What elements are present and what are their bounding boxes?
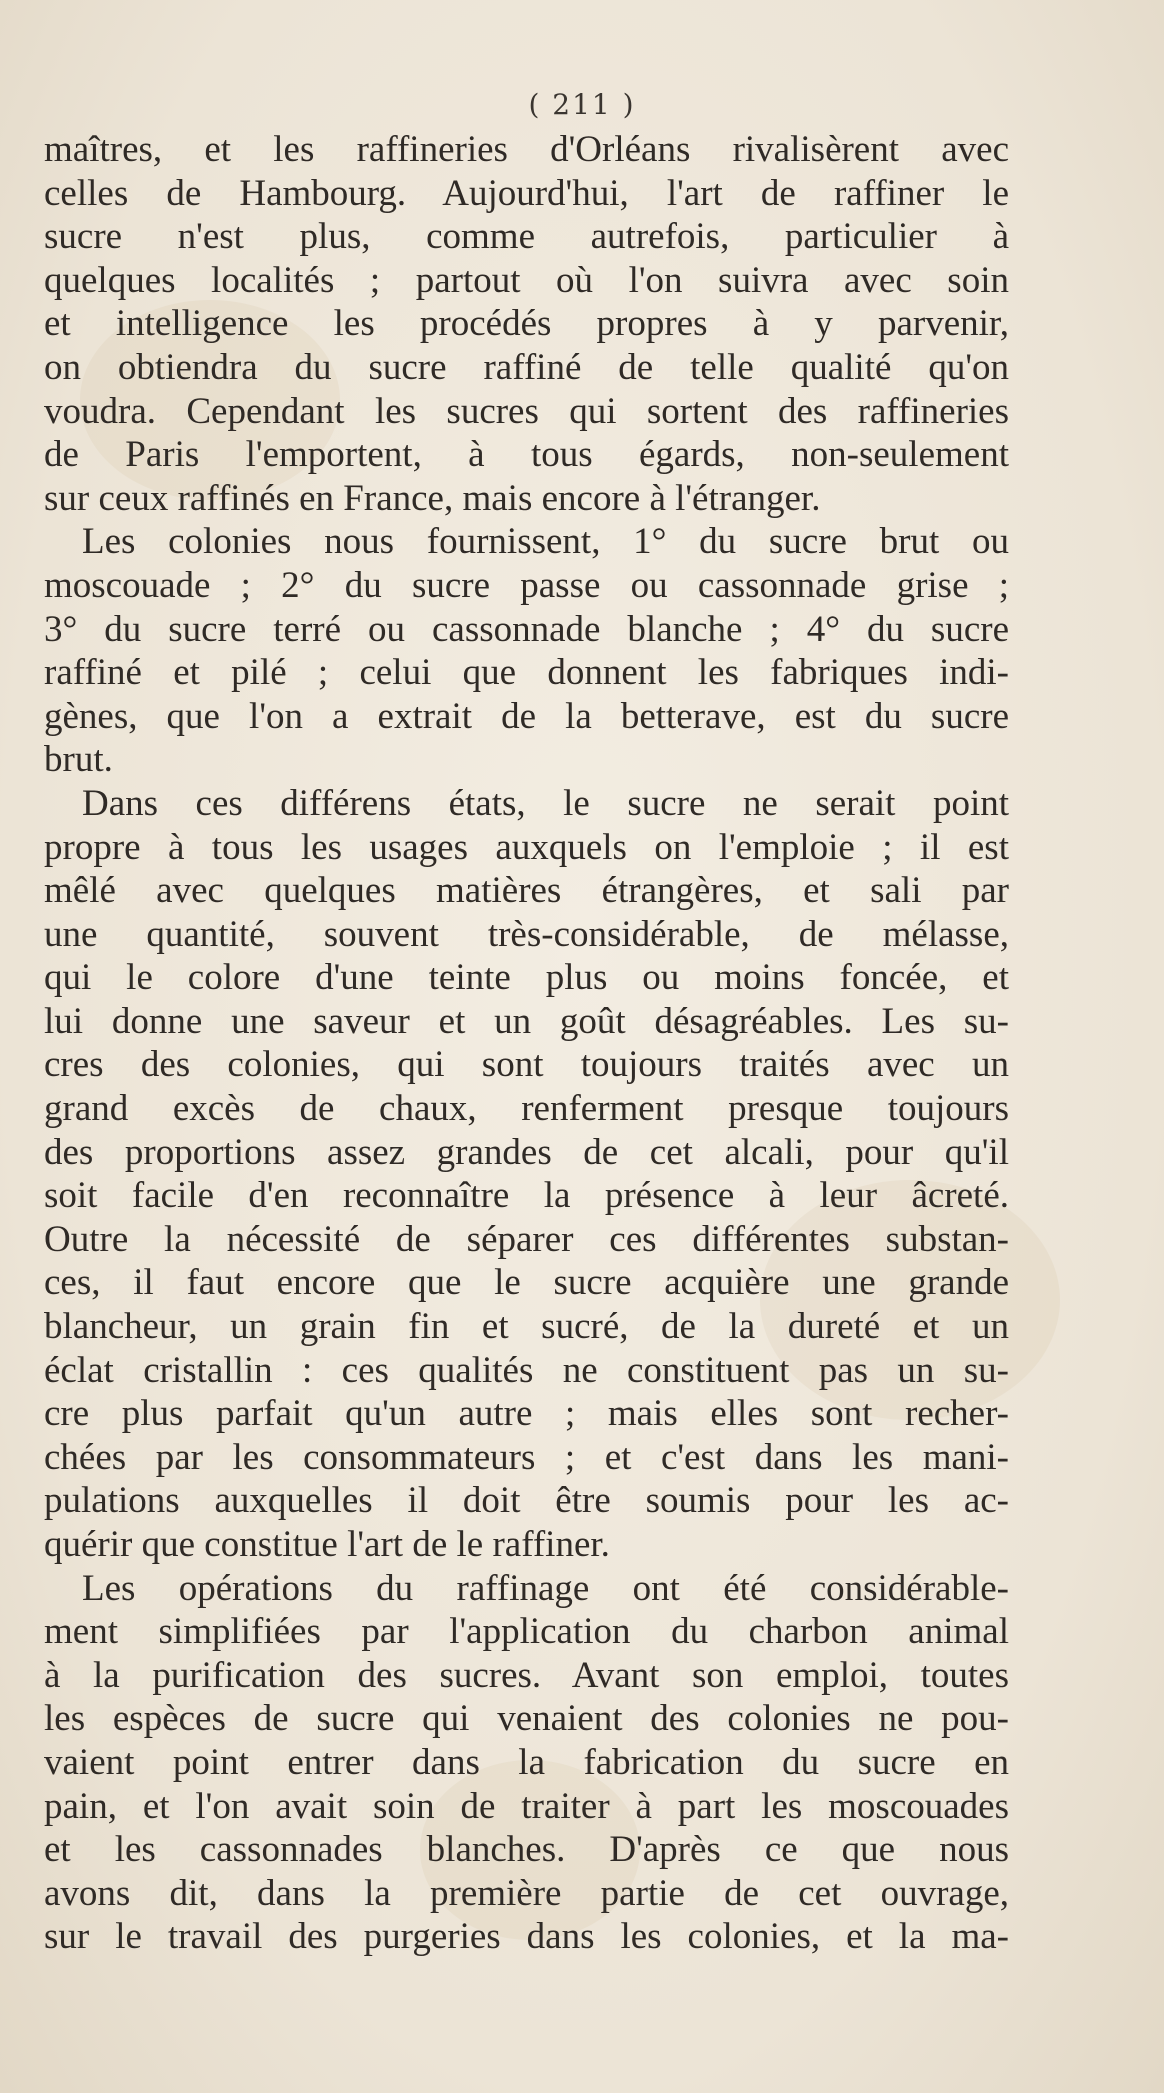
text-line: avons dit, dans la première partie de cet ouvrage, xyxy=(44,1872,1009,1914)
text-line: celles de Hambourg. Aujourd'hui, l'art de raffiner le xyxy=(44,172,1009,214)
page-number: ( 211 ) xyxy=(528,88,636,121)
text-line: voudra. Cependant les sucres qui sortent des raffineries xyxy=(44,390,1009,432)
text-line: Outre la nécessité de séparer ces différentes substan- xyxy=(44,1218,1009,1260)
text-line: Les colonies nous fournissent, 1° du sucre brut ou xyxy=(82,521,1009,563)
text-line: moscouade ; 2° du sucre passe ou cassonnade grise ; xyxy=(44,564,1009,606)
text-line: sur le travail des purgeries dans les colonies, et la ma- xyxy=(44,1916,1009,1958)
text-line: cres des colonies, qui sont toujours traités avec un xyxy=(44,1044,1009,1086)
text-line: mêlé avec quelques matières étrangères, et sali par xyxy=(44,870,1009,912)
text-line: vaient point entrer dans la fabrication du sucre en xyxy=(44,1741,1009,1783)
text-line: soit facile d'en reconnaître la présence à leur âcreté. xyxy=(44,1175,1009,1217)
text-line: Les opérations du raffinage ont été considérable- xyxy=(82,1567,1009,1609)
text-line: sur ceux raffinés en France, mais encore à l'étranger. xyxy=(44,477,821,519)
text-line: on obtiendra du sucre raffiné de telle qualité qu'on xyxy=(44,346,1009,388)
text-line: qui le colore d'une teinte plus ou moins foncée, et xyxy=(44,957,1009,999)
text-line: de Paris l'emportent, à tous égards, non-seulement xyxy=(44,434,1009,476)
text-line: maîtres, et les raffineries d'Orléans rivalisèrent avec xyxy=(44,129,1009,170)
text-line: Dans ces différens états, le sucre ne serait point xyxy=(82,782,1009,824)
text-line: gènes, que l'on a extrait de la betterave, est du sucre xyxy=(44,695,1009,737)
text-line: à la purification des sucres. Avant son emploi, toutes xyxy=(44,1654,1009,1696)
text-line: grand excès de chaux, renferment presque toujours xyxy=(44,1088,1009,1130)
text-line: quérir que constitue l'art de le raffiner. xyxy=(44,1524,610,1565)
text-line: blancheur, un grain fin et sucré, de la dureté et un xyxy=(44,1306,1009,1348)
text-line: raffiné et pilé ; celui que donnent les fabriques indi- xyxy=(44,652,1009,694)
text-line: ces, il faut encore que le sucre acquière une grande xyxy=(44,1262,1009,1304)
text-line: quelques localités ; partout où l'on suivra avec soin xyxy=(44,259,1009,301)
text-line: pulations auxquelles il doit être soumis pour les ac- xyxy=(44,1480,1009,1522)
text-line: cre plus parfait qu'un autre ; mais elles sont recher- xyxy=(44,1393,1009,1435)
text-line: une quantité, souvent très-considérable, de mélasse, xyxy=(44,913,1009,955)
text-line: et intelligence les procédés propres à y parvenir, xyxy=(44,303,1009,345)
text-line: éclat cristallin : ces qualités ne constituent pas un su- xyxy=(44,1349,1009,1391)
text-line: lui donne une saveur et un goût désagréables. Les su- xyxy=(44,1000,1009,1042)
text-line: pain, et l'on avait soin de traiter à part les moscouades xyxy=(44,1785,1009,1827)
text-line: ment simplifiées par l'application du charbon animal xyxy=(44,1611,1009,1653)
text-line: chées par les consommateurs ; et c'est dans les mani- xyxy=(44,1436,1009,1478)
text-line: 3° du sucre terré ou cassonnade blanche ; 4° du sucre xyxy=(44,608,1009,650)
text-line: propre à tous les usages auxquels on l'emploie ; il est xyxy=(44,826,1009,868)
text-line: les espèces de sucre qui venaient des colonies ne pou- xyxy=(44,1698,1009,1740)
body-text xyxy=(44,128,1009,1959)
text-line: des proportions assez grandes de cet alcali, pour qu'il xyxy=(44,1131,1009,1173)
text-line: sucre n'est plus, comme autrefois, particulier à xyxy=(44,216,1009,258)
text-line: brut. xyxy=(44,739,113,781)
text-line: et les cassonnades blanches. D'après ce que nous xyxy=(44,1829,1009,1871)
